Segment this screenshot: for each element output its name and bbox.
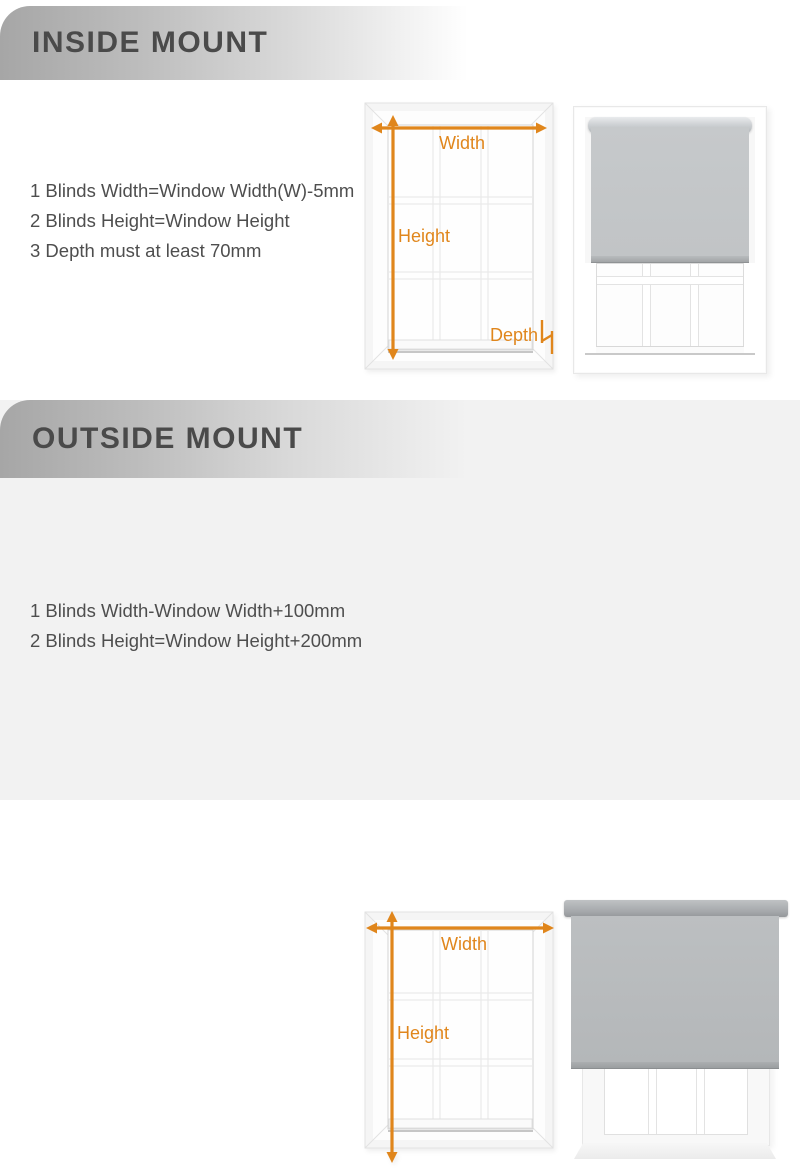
- outside-mount-section: [0, 400, 800, 1043]
- inside-mount-title: INSIDE MOUNT: [32, 26, 269, 59]
- inside-mount-instructions: [30, 176, 354, 266]
- instruction-line: 2 Blinds Height=Window Height: [30, 210, 290, 231]
- roller-tube: [564, 900, 788, 917]
- instruction-line: 1 Blinds Width-Window Width+100mm: [30, 600, 346, 621]
- window-sill: [585, 353, 755, 364]
- shade-bottom-rail: [591, 256, 749, 263]
- depth-label: Depth: [489, 325, 538, 345]
- outside-mount-shade-illustration: [561, 894, 791, 1164]
- window-sill: [574, 1143, 776, 1159]
- lower-window-panes: [596, 263, 744, 348]
- outside-mount-banner: [0, 400, 468, 478]
- window-mullion: [597, 276, 743, 285]
- outside-mount-instructions: [30, 596, 362, 656]
- inside-mount-section: [0, 0, 800, 400]
- height-label: Height: [398, 226, 451, 246]
- inside-mount-shade-illustration: [573, 106, 767, 374]
- instruction-line: 1 Blinds Width=Window Width(W)-5mm: [30, 180, 355, 201]
- outside-window-diagram: [363, 906, 557, 1168]
- lower-window: [585, 263, 755, 364]
- shade-fabric: [591, 127, 749, 256]
- inside-window-diagram: [363, 101, 557, 373]
- width-label: Width: [440, 934, 488, 954]
- outside-mount-title: OUTSIDE MOUNT: [32, 422, 304, 455]
- instruction-line: 2 Blinds Height=Window Height+200mm: [30, 630, 363, 651]
- shade-bottom-rail: [571, 1062, 779, 1069]
- shade-fabric: [571, 916, 779, 1062]
- instruction-line: 3 Depth must at least 70mm: [30, 240, 262, 261]
- width-label: Width: [438, 133, 486, 153]
- height-label: Height: [397, 1023, 450, 1043]
- inside-mount-banner: [0, 6, 468, 80]
